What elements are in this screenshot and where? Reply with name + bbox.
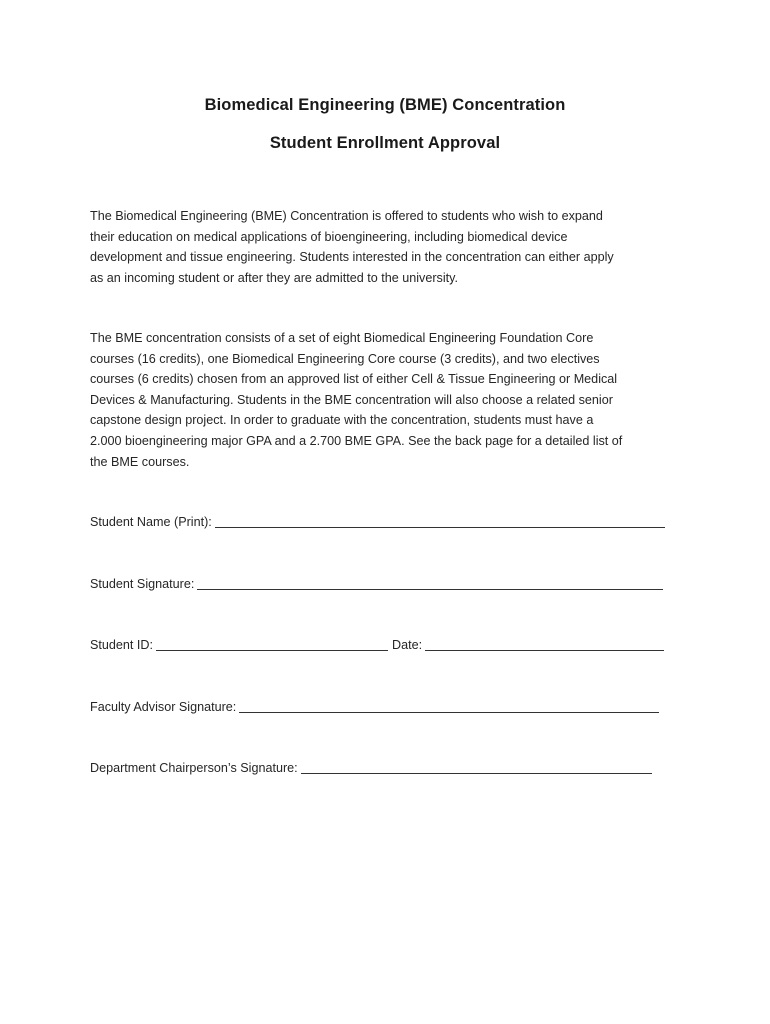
paragraph-line: their education on medical applications of bioengineering, including biomedical device [90, 229, 568, 244]
date-label: Date: [392, 638, 423, 652]
chairperson-label: Department Chairperson’s Signature: [90, 761, 298, 775]
student-name-row [90, 513, 665, 529]
paragraph-line: as an incoming student or after they are admitted to the university. [90, 270, 458, 285]
chairperson-row [90, 759, 652, 775]
requirements-paragraph [90, 328, 690, 472]
paragraph-line: The BME concentration consists of a set of eight Biomedical Engineering Foundation Core [90, 331, 594, 345]
faculty-advisor-signature-field[interactable] [239, 700, 659, 713]
paragraph-line: Devices & Manufacturing. Students in the BME concentration will also choose a related senior [90, 392, 613, 407]
faculty-advisor-label: Faculty Advisor Signature: [90, 700, 237, 714]
student-signature-label: Student Signature: [90, 577, 195, 591]
intro-paragraph [90, 206, 690, 288]
paragraph-line: courses (16 credits), one Biomedical Engineering Core course (3 credits), and two electives [90, 351, 600, 366]
document-subtitle: Student Enrollment Approval [269, 134, 501, 152]
paragraph-line: the BME courses. [90, 454, 190, 469]
student-id-label: Student ID: [90, 638, 154, 652]
student-id-field[interactable] [156, 638, 388, 651]
paragraph-line: capstone design project. In order to graduate with the concentration, students must have a [90, 413, 594, 428]
student-signature-field[interactable] [197, 577, 663, 590]
student-id-row [90, 636, 664, 652]
student-name-field[interactable] [215, 515, 665, 528]
paragraph-line: development and tissue engineering. Students interested in the concentration can either apply [90, 250, 614, 265]
chairperson-signature-field[interactable] [301, 761, 652, 774]
paragraph-line: The Biomedical Engineering (BME) Concentration is offered to students who wish to expand [90, 209, 603, 223]
paragraph-line: 2.000 bioengineering major GPA and a 2.700 BME GPA. See the back page for a detailed list of [90, 433, 623, 448]
student-signature-row [90, 575, 663, 591]
paragraph-line: courses (6 credits) chosen from an approved list of either Cell & Tissue Engineering or Medical [90, 372, 618, 387]
date-field[interactable] [425, 638, 664, 651]
faculty-advisor-row [90, 698, 659, 714]
student-name-label: Student Name (Print): [90, 515, 212, 529]
document-title: Biomedical Engineering (BME) Concentration [204, 96, 566, 114]
